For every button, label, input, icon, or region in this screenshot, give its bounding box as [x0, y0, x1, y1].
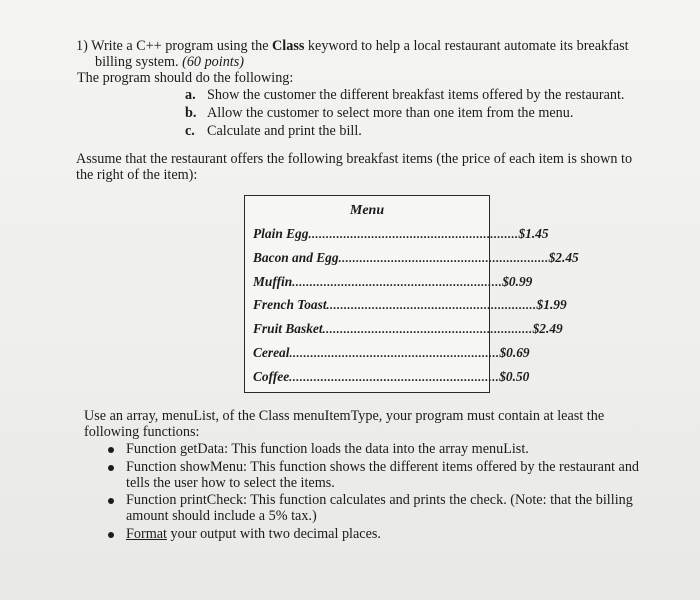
bullet-icon	[108, 532, 114, 538]
menu-item	[253, 248, 579, 266]
menu-leader-dots: ............................................................	[289, 370, 500, 384]
menu-leader-dots: ............................................................	[289, 346, 500, 360]
task-c	[185, 123, 362, 140]
menu-item	[253, 224, 549, 242]
format-rest: your output with two decimal places.	[166, 526, 381, 542]
assume-line-1: Assume that the restaurant offers the following breakfast items (the price of each item is shown to	[76, 151, 633, 167]
menu-item-price: $1.45	[518, 226, 549, 241]
menu-leader-dots: ............................................................	[338, 251, 549, 265]
menu-item	[253, 295, 567, 313]
bullet-icon	[108, 447, 114, 453]
menu-item-price: $2.45	[548, 250, 579, 265]
menu-leader-dots: ............................................................	[292, 275, 503, 289]
menu-item-price: $2.49	[532, 321, 563, 336]
question-line-1	[76, 38, 629, 55]
question-text-part1: Write a C++ program using the	[91, 38, 273, 54]
function-printcheck-line-1: Function printCheck: This function calculates and prints the check. (Note: that the billing	[126, 492, 633, 508]
task-text: Allow the customer to select more than one item from the menu.	[207, 105, 574, 121]
menu-item-price: $0.99	[502, 274, 533, 289]
task-text: Show the customer the different breakfast items offered by the restaurant.	[207, 87, 625, 103]
function-showmenu-line-1: Function showMenu: This function shows the different items offered by the restaurant and	[126, 459, 640, 475]
menu-item-name: Bacon and Egg	[253, 250, 339, 265]
question-text-part2: keyword to help a local restaurant automate its breakfast	[304, 38, 629, 54]
menu-item-name: Coffee	[253, 369, 290, 384]
menu-leader-dots: ............................................................	[326, 298, 537, 312]
task-label: a.	[185, 87, 196, 103]
menu-item-name: Cereal	[253, 345, 290, 360]
question-class-keyword: Class	[272, 38, 305, 54]
task-label: c.	[185, 123, 195, 139]
format-requirement	[126, 526, 381, 543]
menu-item-name: Muffin	[253, 274, 293, 289]
menu-item-price: $0.50	[499, 369, 530, 384]
assume-line-2: the right of the item):	[76, 167, 198, 183]
program-intro: The program should do the following:	[77, 70, 294, 86]
function-showmenu-line-2: tells the user how to select the items.	[126, 475, 335, 491]
menu-table	[244, 195, 579, 393]
menu-item	[253, 272, 533, 290]
function-printcheck-line-2: amount should include a 5% tax.)	[126, 508, 317, 524]
question-number: 1)	[76, 38, 88, 54]
format-word: Format	[126, 526, 167, 542]
menu-item	[253, 343, 530, 361]
task-label: b.	[185, 105, 197, 121]
question-text-part3: billing system.	[95, 54, 183, 70]
menu-item-name: French Toast	[253, 297, 327, 312]
menu-leader-dots: ............................................................	[322, 322, 533, 336]
function-getdata: Function getData: This function loads the data into the array menuList.	[126, 441, 529, 457]
menu-item	[253, 319, 563, 337]
menu-item-name: Plain Egg	[253, 226, 309, 241]
menu-item	[253, 367, 530, 385]
menu-title: Menu	[349, 203, 385, 218]
requirements-line-1: Use an array, menuList, of the Class menuItemType, your program must contain at least the	[84, 408, 605, 424]
bullet-icon	[108, 465, 114, 471]
requirements-line-2: following functions:	[84, 424, 200, 440]
menu-item-price: $0.69	[499, 345, 530, 360]
bullet-icon	[108, 498, 114, 504]
menu-item-price: $1.99	[536, 297, 567, 312]
menu-item-name: Fruit Basket	[253, 321, 323, 336]
task-text: Calculate and print the bill.	[207, 123, 362, 139]
question-points: (60 points)	[182, 54, 244, 70]
menu-leader-dots: ............................................................	[308, 227, 519, 241]
question-line-2	[95, 54, 244, 71]
task-a	[185, 87, 624, 104]
task-b	[185, 105, 573, 122]
